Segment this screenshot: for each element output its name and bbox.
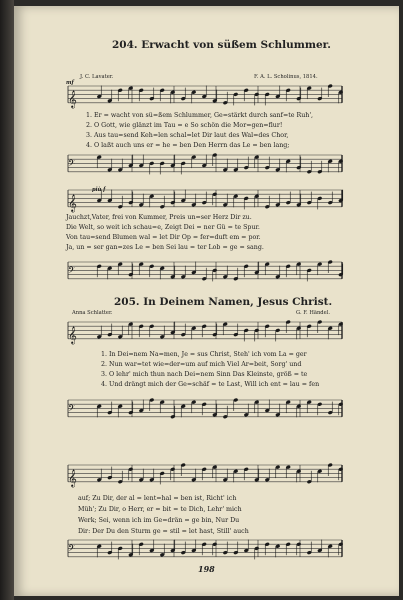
bass-clef: 𝄢: [68, 265, 76, 278]
dynamic-marking: più f: [92, 187, 106, 193]
verse-line: Müh'; Zu Dir, o Herr, er = bit = te Dich, Lehr' mich: [78, 506, 242, 513]
hymn-title: 204. Erwacht von süßem Schlummer.: [112, 39, 331, 51]
verse-line: 4. Und drängt mich der Ge=schäf = te Last, Will ich ent = lau = fen: [101, 381, 320, 388]
verse-line: Die Welt, so weit ich schau=e, Zeigt Dei = ner Gü = te Spur.: [66, 224, 260, 231]
verse-line: Werk; Sei, wenn ich im Ge=drän = ge bin, Nur Du: [78, 517, 240, 524]
verse-line: 2. O Gott, wie glänzt im Tau = e So schön die Mor=gen=flur!: [86, 122, 283, 129]
verse-line: 2. Nun war=tet wie=der=um auf mich Viel Ar=beit, Sorg' und: [101, 361, 302, 368]
verse-line: 4. O laßt auch uns er = he = ben Den Herrn das Le = ben lang;: [86, 142, 290, 149]
hymn-title: 205. In Deinem Namen, Jesus Christ.: [114, 296, 333, 308]
treble-clef: 𝄞: [68, 194, 77, 212]
verse-line: Von tau=send Blumen wal = let Dir Op = fer=duft em = por.: [66, 234, 261, 241]
verse-line: 1. Er = wacht von sü=ßem Schlummer, Ge=stärkt durch sanf=te Ruh',: [86, 112, 314, 119]
verse-line: 3. Aus tau=send Keh=len schal=let Dir laut des Wal=des Chor,: [86, 132, 289, 139]
verse-line: Ja, un = ser gan=zes Le = ben Sei lau = ter Lob = ge = sang.: [66, 244, 264, 251]
treble-clef: 𝄞: [68, 90, 77, 108]
bass-clef: 𝄢: [68, 158, 76, 171]
verse-line: Jauchzt,Vater, frei von Kummer, Preis un=ser Herz Dir zu.: [66, 214, 252, 221]
treble-clef: 𝄞: [68, 469, 77, 487]
page-number: 198: [198, 564, 215, 574]
verse-line: 1. In Dei=nem Na=men, Je = sus Christ, Steh' ich vom La = ger: [101, 351, 307, 358]
hymn-composer: F. A. L. Scholinus, 1814.: [254, 74, 318, 80]
bass-clef: 𝄢: [68, 543, 76, 556]
hymn-author: Anna Schlatter.: [72, 310, 113, 316]
dynamic-marking: mf: [66, 80, 74, 86]
verse-line: auf; Zu Dir, der al = lent=hal = ben ist, Richt' ich: [78, 495, 237, 502]
verse-line: Dir: Der Du den Sturm ge = stil = let hast, Still' auch: [78, 528, 249, 535]
bass-clef: 𝄢: [68, 403, 76, 416]
treble-clef: 𝄞: [68, 326, 77, 344]
hymn-author: J. C. Lavater.: [80, 74, 114, 80]
hymn-composer: G. F. Händel.: [296, 310, 331, 316]
verse-line: 3. O lehr' mich thun nach Dei=nem Sinn Das Kleinste, größ = te: [101, 371, 308, 378]
